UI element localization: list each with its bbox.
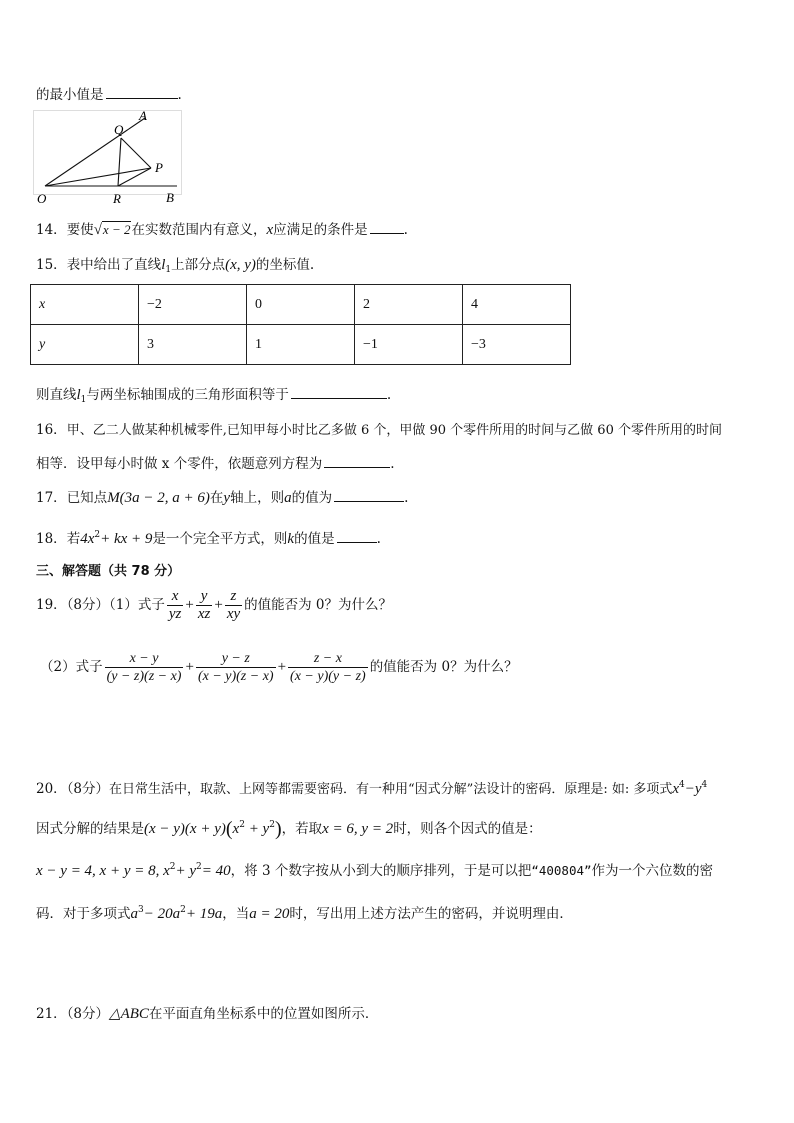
q15-after-post: 与两坐标轴围成的三角形面积等于 xyxy=(86,387,289,403)
q20-line2-pre: 因式分解的结果是 xyxy=(36,821,144,837)
exp-2c: 2 xyxy=(169,862,176,872)
q20-line1 xyxy=(36,777,707,798)
q20-factor2: x xyxy=(232,821,240,837)
sqrt-sign: √ xyxy=(93,222,102,238)
table-cell: −3 xyxy=(463,325,571,365)
label-Q: Q xyxy=(114,122,124,137)
exp-4b: 4 xyxy=(701,780,708,790)
q17-mid: 在 xyxy=(209,490,224,506)
exp-2d: 2 xyxy=(196,862,202,872)
q15-answer-blank xyxy=(291,384,387,399)
table-cell: y xyxy=(31,325,139,365)
q20-line3-text: ，将 3 个数字按从小到大的顺序排列，于是可以把 xyxy=(230,863,532,879)
table-cell: 2 xyxy=(355,285,463,325)
q19-part1 xyxy=(36,588,392,623)
q20-line3-expr2: + y xyxy=(175,863,197,879)
q13-end: . xyxy=(177,87,182,103)
q15-pre: 表中给出了直线 xyxy=(66,257,162,273)
exp-3: 3 xyxy=(138,905,144,915)
q16-text-2: 相等．设甲每小时做 x 个零件，依题意列方程为 xyxy=(36,456,323,472)
q20-line2-mid: ，若取 xyxy=(281,821,323,837)
table-cell: 0 xyxy=(247,285,355,325)
numerator: x − y xyxy=(105,650,184,668)
numerator: z xyxy=(225,588,242,606)
q17-mid2: 轴上，则 xyxy=(230,490,285,506)
q13-tail xyxy=(36,83,182,103)
plus-sign: + xyxy=(277,659,287,675)
q15-mid: 上部分点 xyxy=(171,257,226,273)
q15-post: 的坐标值. xyxy=(255,257,315,273)
exp-2e: 2 xyxy=(180,905,186,915)
section-title: 三、解答题（共 78 分） xyxy=(36,564,181,579)
q20-line3 xyxy=(36,859,713,880)
q20-line2-post: 时，则各个因式的值是： xyxy=(393,821,542,837)
q20-cond: a = 20 xyxy=(249,906,290,922)
q16-number: 16． xyxy=(36,422,67,438)
q18-exp: 2 xyxy=(94,530,101,540)
q16-line1 xyxy=(36,418,722,438)
q20-poly2-b: − 20a xyxy=(143,906,181,922)
q15 xyxy=(36,253,314,274)
fraction xyxy=(288,650,368,685)
q20-poly2: a xyxy=(130,906,138,922)
q15-after-pre: 则直线 xyxy=(36,387,77,403)
denominator: xy xyxy=(226,606,241,622)
q17 xyxy=(36,486,408,507)
geometry-figure-svg xyxy=(33,110,183,206)
plus-y: + y xyxy=(244,821,270,837)
q17-pre: 已知点 xyxy=(66,490,108,506)
q21-text: 在平面直角坐标系中的位置如图所示． xyxy=(148,1006,379,1022)
label-R: R xyxy=(113,191,121,206)
fraction xyxy=(105,650,184,685)
segment-QR xyxy=(118,138,121,186)
q15-point: (x, y) xyxy=(225,257,256,273)
label-P: P xyxy=(155,160,163,175)
q20-poly: x xyxy=(672,781,680,797)
q19-number: 19． xyxy=(36,597,67,613)
exp-4: 4 xyxy=(679,780,685,790)
q17-number: 17． xyxy=(36,490,67,506)
q20-line4 xyxy=(36,902,573,923)
fraction xyxy=(225,588,242,623)
q17-answer-blank xyxy=(334,487,404,502)
q19-part1-post: 的值能否为 0？为什么？ xyxy=(244,597,393,613)
q17-point: M(3a − 2, a + 6) xyxy=(107,490,210,506)
q20-number: 20． xyxy=(36,781,67,797)
q14-var: x xyxy=(266,222,274,238)
geometry-figure xyxy=(33,110,183,206)
q14-mid: 在实数范围内有意义， xyxy=(131,222,267,238)
q15-line-sub-2: 1 xyxy=(80,395,87,405)
q17-axis: y xyxy=(223,490,231,506)
fraction xyxy=(196,650,276,685)
q14-radicand: x − 2 xyxy=(102,222,131,237)
q21-score: （8分） xyxy=(66,1006,110,1022)
q14 xyxy=(36,218,408,239)
paren-close: ) xyxy=(274,818,282,840)
q14-number: 14． xyxy=(36,222,67,238)
q18 xyxy=(36,527,381,548)
q20-factor1: (x − y)(x + y) xyxy=(144,821,226,837)
q20-line3-text2: 作为一个六位数的密 xyxy=(591,863,714,879)
q18-pre: 若 xyxy=(66,531,81,547)
q18-expr-a: 4x xyxy=(80,531,95,547)
denominator: yz xyxy=(168,606,182,622)
q18-var: k xyxy=(287,531,295,547)
q19-part2-label: （2）式子 xyxy=(40,659,103,675)
paren-open: ( xyxy=(225,818,233,840)
table-row xyxy=(31,325,571,365)
q18-end: . xyxy=(376,531,381,547)
q20-code: “400804” xyxy=(531,863,592,878)
table-cell: 3 xyxy=(139,325,247,365)
denominator: xz xyxy=(197,606,211,622)
table-cell: −1 xyxy=(355,325,463,365)
fraction xyxy=(167,588,184,623)
numerator: y xyxy=(196,588,213,606)
coordinate-table xyxy=(30,284,571,365)
label-O: O xyxy=(37,191,47,206)
q17-end: . xyxy=(404,490,409,506)
figure-frame xyxy=(34,111,182,195)
fraction xyxy=(196,588,213,623)
q20-assign: x = 6, y = 2 xyxy=(322,821,394,837)
q20-line4-mid: ，当 xyxy=(222,906,250,922)
q18-post: 的值是 xyxy=(294,531,335,547)
denominator: (y − z)(z − x) xyxy=(106,669,182,684)
q15-number: 15． xyxy=(36,257,67,273)
table-row xyxy=(31,285,571,325)
table-cell: −2 xyxy=(139,285,247,325)
q20-line4-pre: 码．对于多项式 xyxy=(36,906,131,922)
q13-answer-blank xyxy=(106,84,178,99)
exp-2a: 2 xyxy=(239,820,245,830)
q16-line2 xyxy=(36,452,395,472)
label-A: A xyxy=(139,110,147,123)
q18-mid: 是一个完全平方式，则 xyxy=(152,531,288,547)
q14-post: 应满足的条件是 xyxy=(273,222,368,238)
q18-answer-blank xyxy=(337,528,377,543)
q18-expr-b: + kx + 9 xyxy=(100,531,153,547)
q19-part2-post: 的值能否为 0？为什么？ xyxy=(369,659,518,675)
table-cell: x xyxy=(31,285,139,325)
table-cell: 4 xyxy=(463,285,571,325)
plus-sign: + xyxy=(214,597,223,613)
q17-post: 的值为 xyxy=(291,490,333,506)
q20-score: （8分） xyxy=(66,781,110,797)
q19-score: （8分） xyxy=(66,597,110,613)
q17-var: a xyxy=(284,490,292,506)
numerator: x xyxy=(167,588,184,606)
q15-followup xyxy=(36,383,391,404)
q14-pre: 要使 xyxy=(66,222,94,238)
segment-QP xyxy=(121,138,151,168)
exp-2b: 2 xyxy=(269,820,275,830)
plus-sign: + xyxy=(185,597,194,613)
q20-line3-expr: x − y = 4, x + y = 8, x xyxy=(36,863,170,879)
q15-line-name: l xyxy=(161,257,166,273)
table-cell: 1 xyxy=(247,325,355,365)
q21-triangle: △ABC xyxy=(109,1006,149,1022)
denominator: (x − y)(z − x) xyxy=(197,669,274,684)
numerator: y − z xyxy=(196,650,276,668)
q18-number: 18． xyxy=(36,531,67,547)
q20-line4-post: 时，写出用上述方法产生的密码，并说明理由． xyxy=(289,906,573,922)
q15-line-sub: 1 xyxy=(165,265,172,275)
denominator: (x − y)(y − z) xyxy=(290,669,366,684)
q21-number: 21． xyxy=(36,1006,67,1022)
plus-sign: + xyxy=(185,659,194,675)
q14-answer-blank xyxy=(370,219,404,234)
ray-OA xyxy=(45,118,145,186)
q14-end: . xyxy=(403,222,408,238)
q20-line3-expr3: = 40 xyxy=(201,863,231,879)
q20-text-1: 在日常生活中，取款、上网等都需要密码．有一种用“因式分解”法设计的密码．原理是: 如: 多项式 xyxy=(109,782,673,797)
minus-y: −y xyxy=(684,781,702,797)
q13-text: 的最小值是 xyxy=(36,87,104,103)
q19-part2 xyxy=(40,650,518,685)
q15-line-name-2: l xyxy=(76,387,81,403)
q20-poly2-c: + 19a xyxy=(185,906,223,922)
label-B: B xyxy=(166,190,174,205)
q20-line2 xyxy=(36,817,542,841)
q16-text-1: 甲、乙二人做某种机械零件,已知甲每小时比乙多做 6 个，甲做 90 个零件所用的时间与乙做 60 个零件所用的时间 xyxy=(66,423,722,438)
q16-end: . xyxy=(390,456,395,472)
q15-after-end: . xyxy=(386,387,392,403)
numerator: z − x xyxy=(288,650,368,668)
q16-answer-blank xyxy=(324,453,390,468)
q19-part1-label: （1）式子 xyxy=(109,597,165,613)
q21 xyxy=(36,1002,378,1023)
